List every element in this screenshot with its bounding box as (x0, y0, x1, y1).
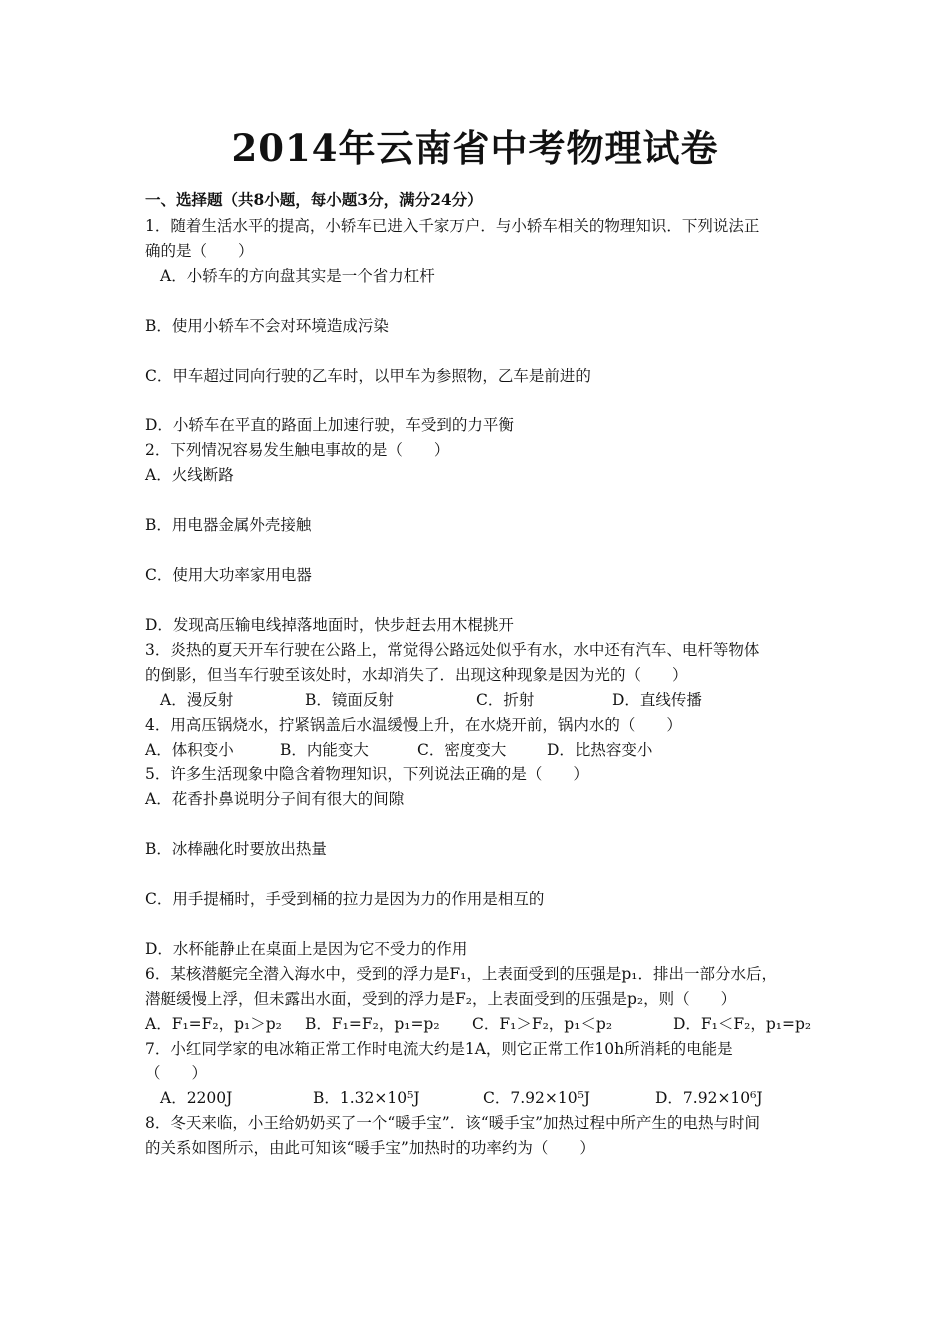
q7-stem-line1: 7．小红同学家的电冰箱正常工作时电流大约是1A，则它正常工作10h所消耗的电能是 (145, 1040, 733, 1058)
q6-stem-line2: 潜艇缓慢上浮，但未露出水面，受到的浮力是F₂，上表面受到的压强是p₂，则（ ） (145, 990, 737, 1008)
q7-option-b: B．1.32×10⁵J (313, 1089, 420, 1107)
q4-option-d: D．比热容变小 (547, 741, 653, 759)
q6-option-c: C．F₁＞F₂，p₁＜p₂ (472, 1015, 613, 1033)
page-title: 2014年云南省中考物理试卷 (231, 126, 719, 170)
q6-stem-line1: 6．某核潜艇完全潜入海水中，受到的浮力是F₁，上表面受到的压强是p₁．排出一部分水后， (145, 965, 777, 983)
q1-option-c: C．甲车超过同向行驶的乙车时，以甲车为参照物，乙车是前进的 (145, 367, 591, 385)
q7-stem-line2: （ ） (145, 1064, 208, 1082)
q7-option-c: C．7.92×10⁵J (483, 1089, 591, 1107)
q2-option-d: D．发现高压输电线掉落地面时，快步赶去用木棍挑开 (145, 616, 514, 634)
q4-option-b: B．内能变大 (280, 741, 369, 759)
q6-option-b: B．F₁=F₂，p₁=p₂ (305, 1015, 440, 1033)
q3-option-c: C．折射 (476, 691, 535, 709)
q2-option-b: B．用电器金属外壳接触 (145, 516, 312, 534)
q7-option-a: A．2200J (160, 1089, 233, 1107)
q2-option-a: A．火线断路 (145, 466, 234, 484)
q3-option-d: D．直线传播 (612, 691, 702, 709)
q3-stem-line2: 的倒影，但当车行驶至该处时，水却消失了．出现这种现象是因为光的（ ） (145, 666, 688, 684)
section-heading: 一、选择题（共8小题，每小题3分，满分24分） (145, 190, 483, 209)
q8-stem-line2: 的关系如图所示，由此可知该“暖手宝”加热时的功率约为（ ） (145, 1139, 595, 1157)
q2-option-c: C．使用大功率家用电器 (145, 566, 312, 584)
q4-stem: 4．用高压锅烧水，拧紧锅盖后水温缓慢上升，在水烧开前，锅内水的（ ） (145, 716, 682, 734)
q4-option-a: A．体积变小 (145, 741, 234, 759)
q1-option-b: B．使用小轿车不会对环境造成污染 (145, 317, 389, 335)
q5-option-c: C．用手提桶时，手受到桶的拉力是因为力的作用是相互的 (145, 890, 545, 908)
q3-option-b: B．镜面反射 (305, 691, 394, 709)
q1-stem-line2: 确的是（ ） (145, 242, 254, 260)
q1-stem-line1: 1．随着生活水平的提高，小轿车已进入千家万户．与小轿车相关的物理知识．下列说法正 (145, 217, 760, 235)
q5-option-b: B．冰棒融化时要放出热量 (145, 840, 327, 858)
q4-option-c: C．密度变大 (417, 741, 507, 759)
q5-option-d: D．水杯能静止在桌面上是因为它不受力的作用 (145, 940, 468, 958)
q6-option-d: D．F₁＜F₂，p₁=p₂ (673, 1015, 812, 1033)
q1-option-a: A．小轿车的方向盘其实是一个省力杠杆 (160, 267, 435, 285)
q5-option-a: A．花香扑鼻说明分子间有很大的间隙 (145, 790, 405, 808)
q8-stem-line1: 8．冬天来临，小王给奶奶买了一个“暖手宝”．该“暖手宝”加热过程中所产生的电热与时间 (145, 1114, 761, 1132)
q6-option-a: A．F₁=F₂，p₁＞p₂ (145, 1015, 282, 1033)
q2-stem: 2．下列情况容易发生触电事故的是（ ） (145, 441, 450, 459)
q1-option-d: D．小轿车在平直的路面上加速行驶，车受到的力平衡 (145, 416, 514, 434)
q5-stem: 5．许多生活现象中隐含着物理知识，下列说法正确的是（ ） (145, 765, 589, 783)
q3-option-a: A．漫反射 (160, 691, 234, 709)
q7-option-d: D．7.92×10⁶J (655, 1089, 763, 1107)
q3-stem-line1: 3．炎热的夏天开车行驶在公路上，常觉得公路远处似乎有水，水中还有汽车、电杆等物体 (145, 641, 760, 659)
